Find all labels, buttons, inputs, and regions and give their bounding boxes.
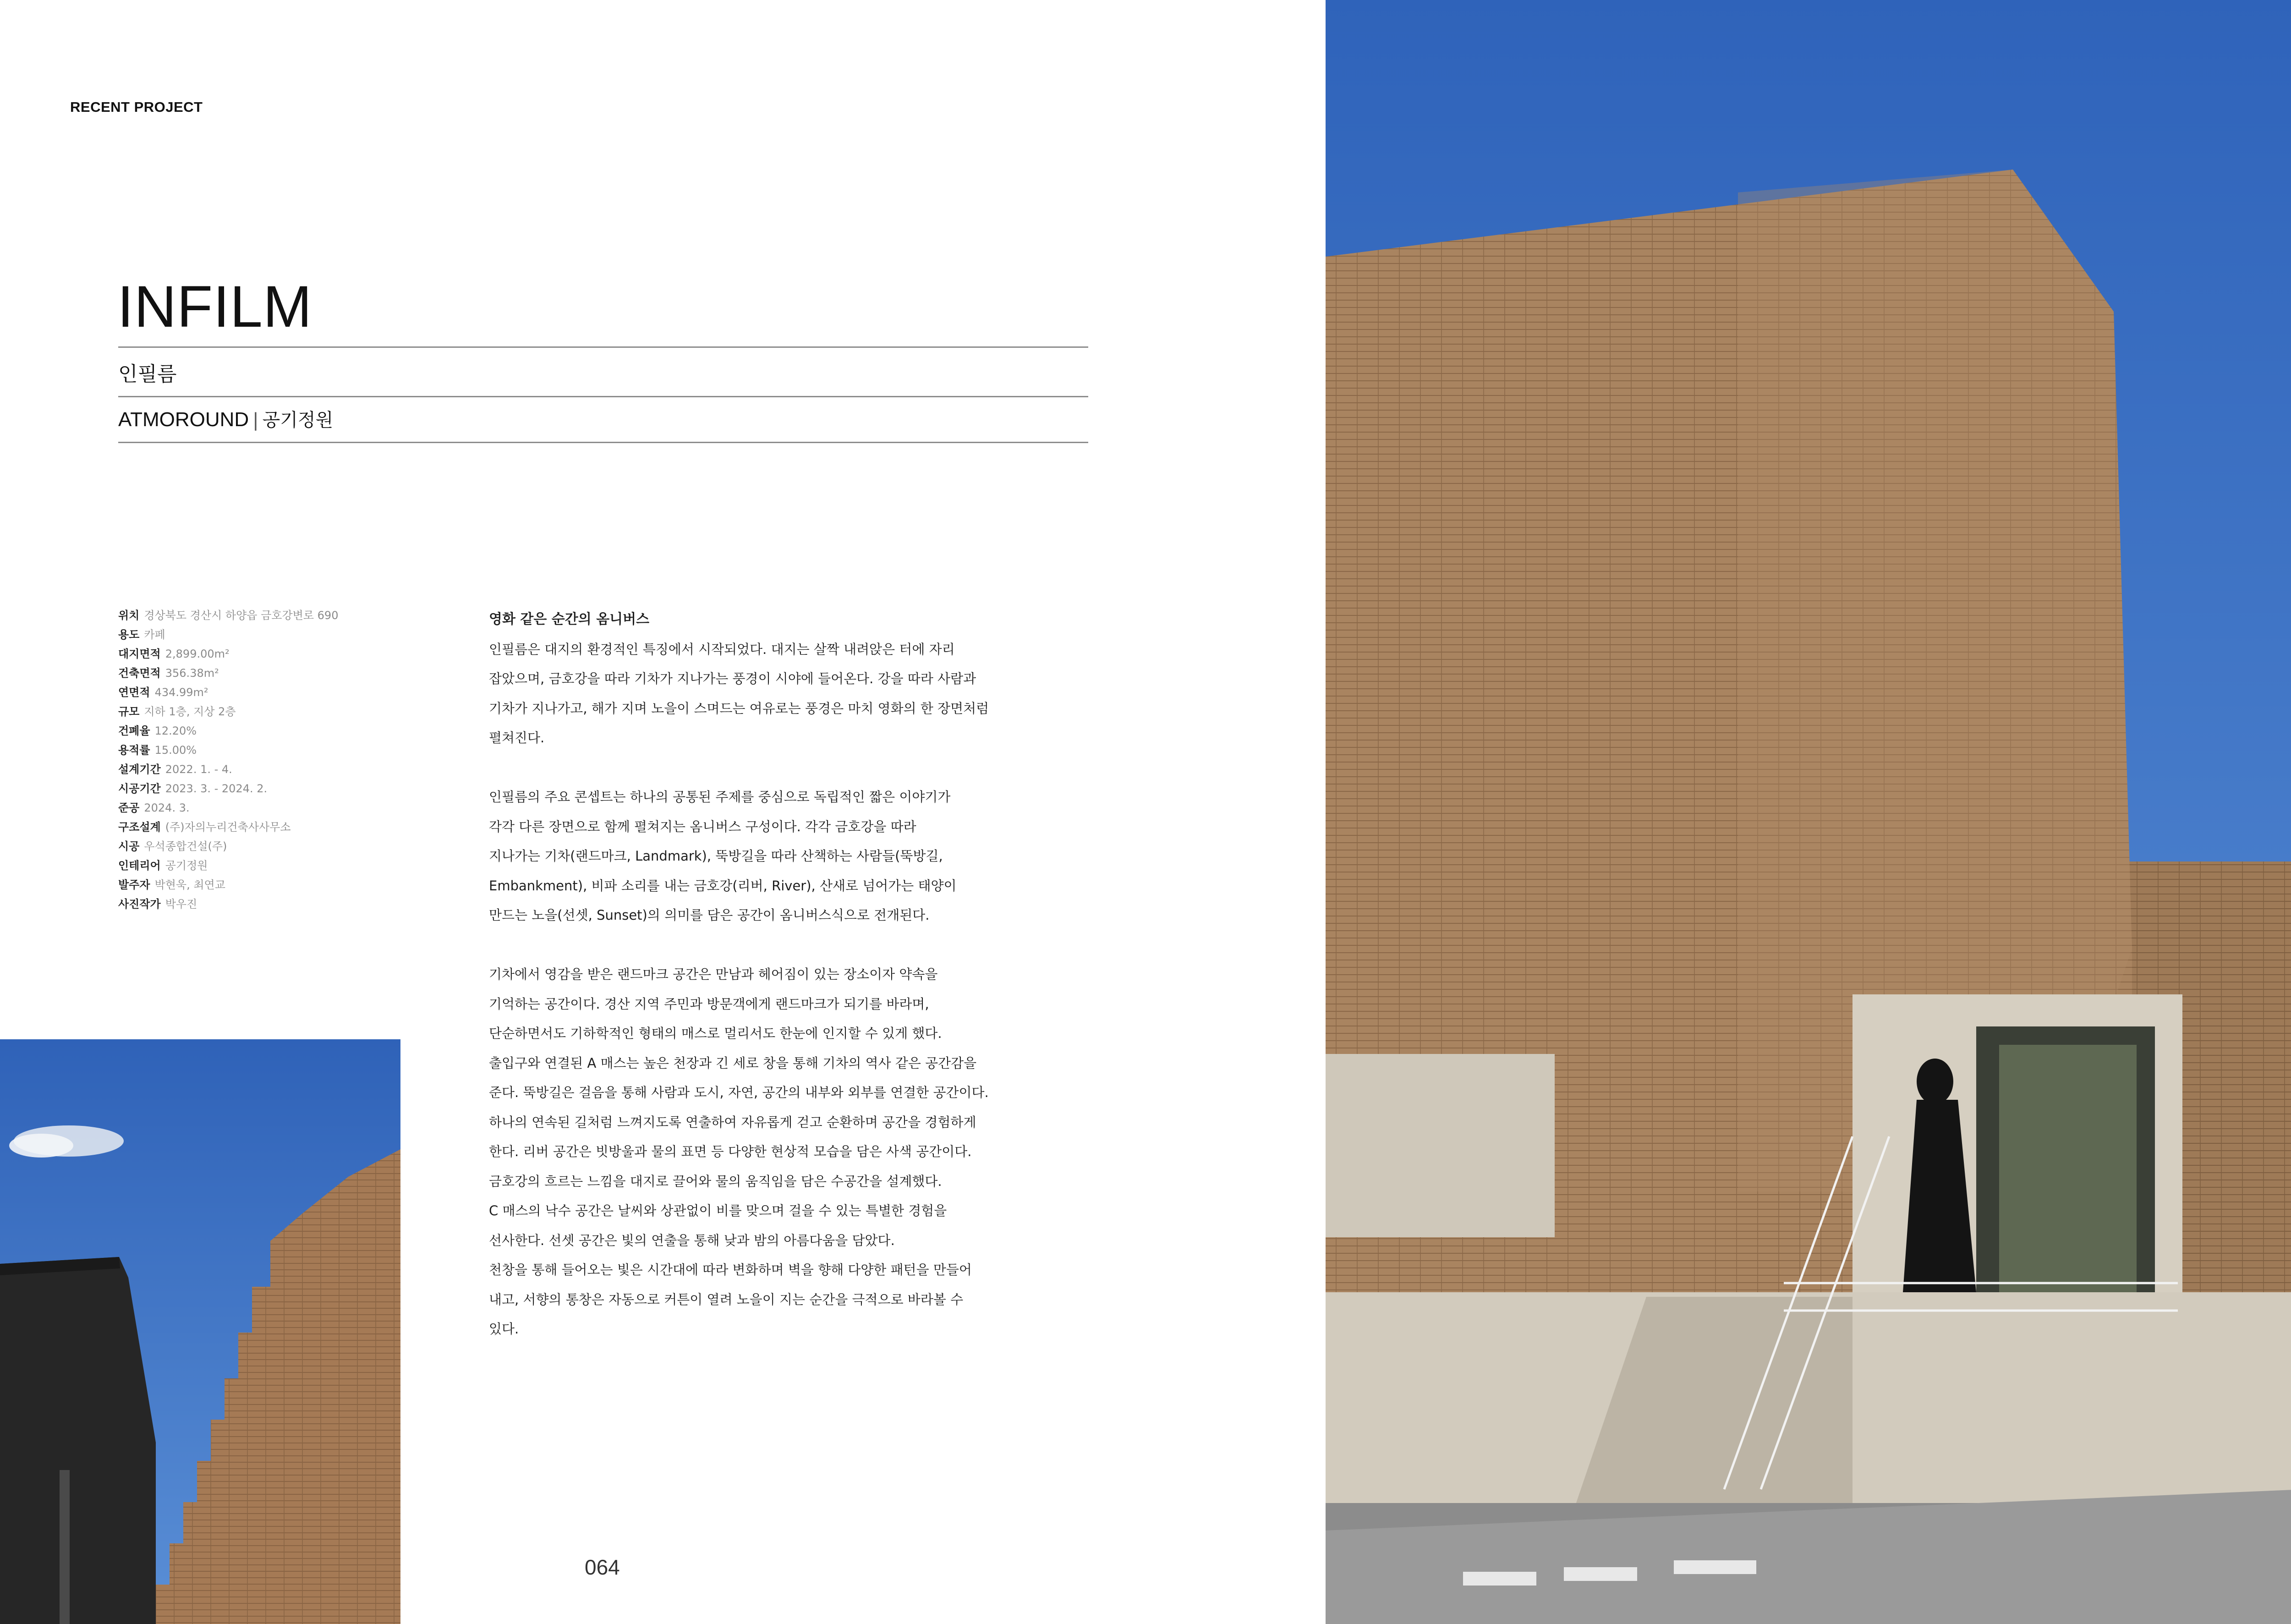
spec-value: 12.20%: [154, 724, 197, 737]
spec-row: [118, 779, 338, 798]
spec-row: [118, 644, 338, 664]
article-line: 인필름의 주요 콘셉트는 하나의 공통된 주제를 중심으로 독립적인 짧은 이야기가: [489, 789, 951, 805]
firm-name: ATMOROUND: [118, 408, 249, 431]
spec-value: 2,899.00m²: [165, 647, 230, 660]
article-line: 천창을 통해 들어오는 빛은 시간대에 따라 변화하며 벽을 향해 다양한 패턴을 만들어: [489, 1262, 972, 1278]
article-line: Embankment), 비파 소리를 내는 금호강(리버, River), 산새로 넘어가는 태양이: [489, 878, 957, 894]
section-label-lead: RECENT: [70, 99, 130, 115]
spec-key: 용적률: [118, 744, 150, 757]
article-line: 내고, 서향의 통창은 자동으로 커튼이 열려 노을이 지는 순간을 극적으로 바라볼 수: [489, 1291, 964, 1307]
spec-value: (주)자의누리건축사사무소: [165, 821, 291, 834]
spec-row: [118, 875, 338, 894]
credit-separator: |: [252, 410, 259, 431]
spec-row: [118, 702, 338, 721]
spec-value: 2024. 3.: [144, 801, 190, 814]
spec-key: 위치: [118, 609, 140, 622]
spec-value: 2023. 3. - 2024. 2.: [165, 782, 268, 795]
article-line: 선사한다. 선셋 공간은 빛의 연출을 통해 낮과 밤의 아름다움을 담았다.: [489, 1232, 895, 1248]
project-subtitle: 인필름: [118, 362, 177, 386]
article-line: 인필름은 대지의 환경적인 특징에서 시작되었다. 대지는 살짝 내려앉은 터에 자리: [489, 641, 955, 657]
article-line: 한다. 리버 공간은 빗방울과 물의 표면 등 다양한 현상적 모습을 담은 사색 공간이다.: [489, 1144, 972, 1159]
spec-key: 용도: [118, 628, 140, 641]
spec-key: 설계기간: [118, 763, 161, 776]
designer-credit: [118, 406, 333, 432]
subtitle-divider: [118, 396, 1088, 397]
spec-row: [118, 856, 338, 875]
spec-value: 434.99m²: [154, 686, 208, 699]
article-line: 금호강의 흐르는 느낌을 대지로 끌어와 물의 움직임을 담은 수공간을 설계했다.: [489, 1173, 942, 1189]
article-heading: 영화 같은 순간의 옴니버스: [489, 611, 650, 627]
spec-row: [118, 837, 338, 856]
spec-value: 15.00%: [154, 744, 197, 757]
spec-key: 발주자: [118, 878, 150, 891]
spec-key: 규모: [118, 705, 140, 718]
article-line: 잡았으며, 금호강을 따라 기차가 지나가는 풍경이 시야에 들어온다. 강을 따라 사람과: [489, 671, 976, 686]
article-line: 출입구와 연결된 A 매스는 높은 천장과 긴 세로 창을 통해 기차의 역사 같은 공간감을: [489, 1055, 977, 1071]
spec-row: [118, 721, 338, 741]
partner-name: 공기정원: [262, 410, 334, 431]
spec-value: 경상북도 경산시 하양읍 금호강변로 690: [144, 609, 339, 622]
article-line: 있다.: [489, 1321, 519, 1337]
building-photo-small: [0, 1039, 400, 1624]
article-line: 준다. 뚝방길은 걸음을 통해 사람과 도시, 자연, 공간의 내부와 외부를 연결한 공간이다.: [489, 1085, 989, 1100]
page-number: 064: [585, 1555, 620, 1579]
spec-value: 356.38m²: [165, 667, 219, 680]
spec-key: 준공: [118, 801, 140, 814]
spec-value: 2022. 1. - 4.: [165, 763, 232, 776]
spec-row: [118, 894, 338, 914]
article-line: 지나가는 기차(랜드마크, Landmark), 뚝방길을 따라 산책하는 사람들(뚝방길,: [489, 848, 943, 864]
project-specs: [118, 606, 338, 914]
spec-key: 시공: [118, 840, 140, 853]
spec-row: [118, 683, 338, 702]
article-line: 펼쳐진다.: [489, 730, 545, 746]
spec-row: [118, 606, 338, 625]
article-paragraph: [489, 960, 1025, 1344]
spec-value: 지하 1층, 지상 2층: [144, 705, 236, 718]
article-line: 단순하면서도 기하학적인 형태의 매스로 멀리서도 한눈에 인지할 수 있게 했다.: [489, 1026, 942, 1041]
section-label-strong: PROJECT: [134, 99, 203, 115]
project-title: INFILM: [117, 274, 312, 340]
spec-key: 대지면적: [118, 647, 161, 660]
article-line: 기억하는 공간이다. 경산 지역 주민과 방문객에게 랜드마크가 되기를 바라며,: [489, 996, 929, 1012]
credit-divider: [118, 442, 1088, 443]
article-line: 기차에서 영감을 받은 랜드마크 공간은 만남과 헤어짐이 있는 장소이자 약속을: [489, 966, 938, 982]
spec-key: 사진작가: [118, 898, 161, 911]
spec-value: 카페: [144, 628, 165, 641]
article-line: 기차가 지나가고, 해가 지며 노을이 스며드는 여유로는 풍경은 마치 영화의 한 장면처럼: [489, 700, 989, 716]
spec-value: 박우진: [165, 898, 197, 911]
article-paragraph: [489, 635, 1025, 753]
spec-row: [118, 798, 338, 817]
spec-key: 구조설계: [118, 821, 161, 834]
spec-row: [118, 625, 338, 644]
article-line: 만드는 노을(선셋, Sunset)의 의미를 담은 공간이 옴니버스식으로 전개된다.: [489, 907, 930, 923]
article-body: [489, 605, 1025, 1373]
spec-key: 건폐율: [118, 724, 150, 737]
spec-row: [118, 817, 338, 837]
article-paragraph: [489, 782, 1025, 930]
spec-key: 시공기간: [118, 782, 161, 795]
spec-key: 연면적: [118, 686, 150, 699]
spec-row: [118, 664, 338, 683]
article-line: 각각 다른 장면으로 함께 펼쳐지는 옴니버스 구성이다. 각각 금호강을 따라: [489, 818, 916, 834]
article-line: C 매스의 낙수 공간은 날씨와 상관없이 비를 맞으며 걸을 수 있는 특별한 경험을: [489, 1203, 947, 1218]
spec-value: 우석종합건설(주): [144, 840, 227, 853]
building-photo-large: [1326, 0, 2291, 1624]
article-line: 하나의 연속된 길처럼 느껴지도록 연출하여 자유롭게 걷고 순환하며 공간을 경험하게: [489, 1114, 976, 1130]
spec-value: 공기정원: [165, 859, 208, 872]
spec-key: 건축면적: [118, 667, 161, 680]
section-label: [70, 99, 203, 115]
spec-row: [118, 760, 338, 779]
spec-value: 박현욱, 최연교: [154, 878, 225, 891]
title-divider: [118, 346, 1088, 348]
spec-key: 인테리어: [118, 859, 161, 872]
spec-row: [118, 741, 338, 760]
